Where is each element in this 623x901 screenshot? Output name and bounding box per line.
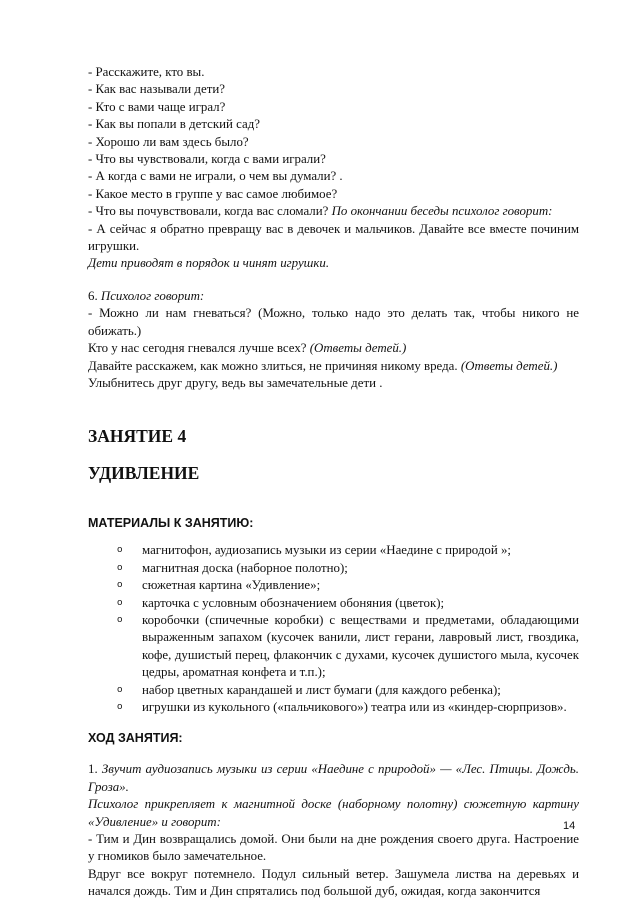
dialogue-list — [88, 64, 579, 273]
bullet-icon: o — [117, 580, 123, 591]
bullet-icon: o — [117, 597, 123, 608]
step-1 — [88, 761, 579, 796]
step-number: 1. — [88, 762, 98, 777]
list-item — [88, 577, 579, 594]
step-question — [88, 358, 579, 375]
procedure-section — [88, 761, 579, 900]
step-question: - Можно ли нам гневаться? (Можно, только надо это делать так, чтобы никого не обижать.) — [88, 306, 579, 338]
dialogue-line: - Хорошо ли вам здесь было? — [88, 134, 249, 149]
materials-list — [88, 542, 579, 716]
psychologist-reply: - А сейчас я обратно превращу вас в девочек и мальчиков. Давайте все вместе починим игрушки. — [88, 221, 579, 254]
question-text: - Что вы почувствовали, когда вас сломали? — [88, 204, 329, 219]
step-question — [88, 340, 579, 357]
list-item-text: набор цветных карандашей и лист бумаги (для каждого ребенка); — [142, 682, 501, 697]
dialogue-line: - Кто с вами чаще играл? — [88, 99, 226, 114]
list-item — [88, 682, 579, 699]
list-item-text: магнитофон, аудиозапись музыки из серии «Наедине с природой »; — [142, 543, 511, 558]
step-heading — [88, 288, 579, 305]
step-6 — [88, 288, 579, 392]
step-closing: Улыбнитесь друг другу, ведь вы замечательные дети . — [88, 375, 383, 390]
list-item — [88, 612, 579, 682]
bullet-icon: o — [117, 545, 123, 556]
dialogue-line: - Расскажите, кто вы. — [88, 65, 205, 79]
list-item — [88, 542, 579, 559]
story-paragraph: - Тим и Дин возвращались домой. Они были на дне рождения своего друга. Настроение у гномиков было замечательное. — [88, 832, 579, 864]
procedure-heading: ХОД ЗАНЯТИЯ: — [88, 731, 183, 746]
stage-direction: Психолог прикрепляет к магнитной доске (наборному полотну) сюжетную картину «Удивление» и говорит: — [88, 797, 579, 829]
answer-note: (Ответы детей.) — [309, 341, 407, 356]
dialogue-line — [88, 203, 579, 220]
list-item — [88, 595, 579, 612]
bullet-icon: o — [117, 701, 123, 712]
materials-heading: МАТЕРИАЛЫ К ЗАНЯТИЮ: — [88, 516, 254, 531]
bullet-icon: o — [117, 614, 123, 625]
list-item-text: сюжетная картина «Удивление»; — [142, 578, 321, 593]
dialogue-line: - Как вы попали в детский сад? — [88, 117, 261, 132]
bullet-icon: o — [117, 684, 123, 695]
answer-note: (Ответы детей.) — [460, 358, 558, 373]
question-text: Кто у нас сегодня гневался лучше всех? — [88, 341, 307, 356]
page-number: 14 — [563, 820, 576, 832]
dialogue-line: - Что вы чувствовали, когда с вами играли? — [88, 152, 326, 167]
list-item — [88, 699, 579, 716]
dialogue-line: - Какое место в группе у вас самое любимое? — [88, 186, 338, 201]
list-item-text: игрушки из кукольного («пальчикового») театра или из «киндер-сюрпризов». — [142, 699, 567, 714]
bullet-icon: o — [117, 562, 123, 573]
story-paragraph: Вдруг все вокруг потемнело. Подул сильный ветер. Зашумела листва на деревьях и начался дождь. Тим и Дин спрятались под большой дуб, ожидая, когда закончится — [88, 866, 579, 899]
lesson-title: ЗАНЯТИЕ 4 — [88, 426, 187, 447]
step-title: Звучит аудиозапись музыки из серии «Наедине с природой» — «Лес. Птицы. Дождь. Гроза». — [88, 762, 579, 794]
step-title: Психолог говорит: — [100, 288, 205, 303]
list-item-text: коробочки (спичечные коробки) с веществами и предметами, обладающими выраженным запахом (кусочек ванили, лист герани, лавровый лист, гвоздика, кофе, душистый перец, флакончик с духами, кусочек душистого мыла, кусочек цедры, ароматная конфета и т.п.); — [142, 612, 579, 680]
question-text: Давайте расскажем, как можно злиться, не причиняя никому вреда. — [88, 358, 458, 373]
step-number: 6. — [88, 288, 98, 303]
page-content — [88, 64, 579, 901]
list-item — [88, 560, 579, 577]
dialogue-line: - Как вас называли дети? — [88, 82, 225, 97]
stage-direction: Дети приводят в порядок и чинят игрушки. — [88, 256, 330, 271]
list-item-text: магнитная доска (наборное полотно); — [142, 560, 348, 575]
lesson-topic: УДИВЛЕНИЕ — [88, 463, 200, 484]
stage-direction: По окончании беседы психолог говорит: — [331, 204, 553, 219]
dialogue-line: - А когда с вами не играли, о чем вы думали? . — [88, 169, 343, 184]
list-item-text: карточка с условным обозначением обоняния (цветок); — [142, 595, 445, 610]
